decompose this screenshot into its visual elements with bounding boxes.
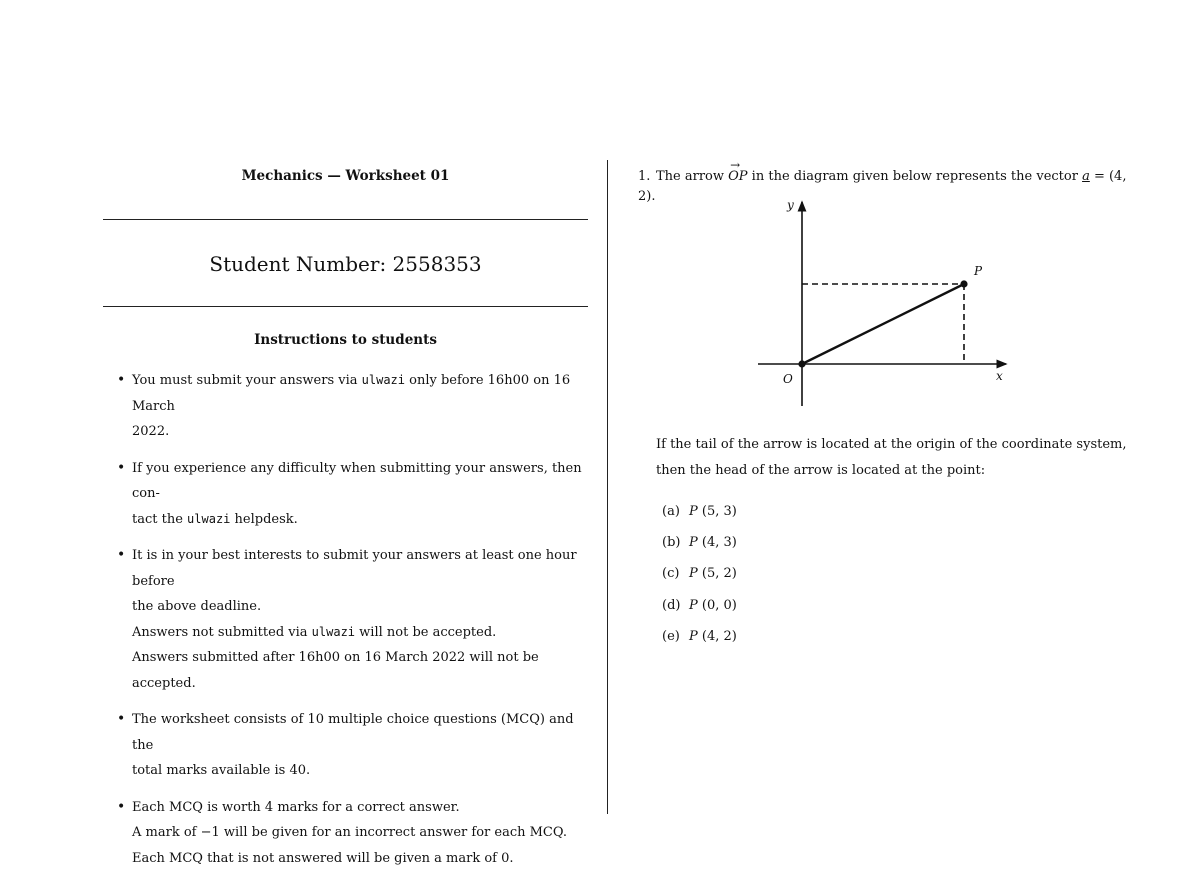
vector-op: → OP xyxy=(728,167,747,187)
option-coords: (4, 3) xyxy=(701,535,737,551)
option-coords: (4, 2) xyxy=(701,628,737,644)
point-p-label: P xyxy=(974,264,983,278)
option-coords: (5, 2) xyxy=(701,566,737,582)
instruction-text: A mark of −1 will be given for an incorrect answer for each MCQ. xyxy=(132,825,568,840)
instruction-text: helpdesk. xyxy=(230,511,298,527)
right-column xyxy=(638,160,1128,644)
option-point: P xyxy=(689,504,698,519)
instruction-line xyxy=(132,758,588,784)
instruction-text: Each MCQ that is not answered will be given a mark of 0. xyxy=(132,850,514,866)
instruction-text: Answers submitted after 16h00 on 16 March 2022 will not be accepted. xyxy=(132,650,539,691)
option-coords: (0, 0) xyxy=(701,597,737,613)
y-axis-label: y xyxy=(787,198,794,212)
option-point: P xyxy=(689,566,698,582)
instruction-line xyxy=(132,594,588,620)
instruction-line xyxy=(132,620,588,646)
option-b[interactable] xyxy=(662,527,737,558)
instruction-text: You must submit your answers via xyxy=(132,373,362,388)
left-column xyxy=(103,160,588,866)
instruction-item xyxy=(117,456,588,533)
option-label: (b) xyxy=(662,535,681,551)
question-number: 1. xyxy=(638,169,651,184)
instruction-text: Answers not submitted via xyxy=(132,624,312,640)
system-name: ulwazi xyxy=(187,511,231,526)
instructions-list xyxy=(117,368,588,882)
instruction-line xyxy=(132,795,588,821)
instruction-line xyxy=(132,419,588,445)
instruction-text: 2022. xyxy=(132,424,170,439)
option-point: P xyxy=(689,628,698,644)
option-c[interactable] xyxy=(662,558,737,589)
instruction-text: total marks available is 40. xyxy=(132,763,311,778)
origin-point xyxy=(798,360,805,367)
instruction-line xyxy=(132,645,588,696)
instruction-text: If you experience any difficulty when submitting your answers, then con- xyxy=(132,460,582,501)
instruction-line xyxy=(132,368,588,419)
instruction-text: only before 16h00 on 16 March xyxy=(132,373,571,414)
option-point: P xyxy=(689,535,698,551)
paragraph-line-1: If the tail of the arrow is located at the origin of the coordinate system, xyxy=(656,437,1127,452)
system-name: ulwazi xyxy=(311,624,356,639)
instruction-line xyxy=(132,820,588,846)
instruction-text: tact the xyxy=(132,511,188,527)
vector-diagram xyxy=(758,198,1014,410)
instruction-text: It is in your best interests to submit your answers at least one hour before xyxy=(132,548,577,589)
option-a[interactable] xyxy=(662,496,737,527)
option-label: (d) xyxy=(662,597,681,613)
point-p xyxy=(960,280,967,287)
vector-a: a xyxy=(1082,169,1090,184)
option-label: (e) xyxy=(662,628,680,644)
answer-options xyxy=(662,496,737,652)
bottom-rule xyxy=(103,306,588,307)
question-paragraph xyxy=(656,432,1128,483)
instruction-item xyxy=(117,368,588,445)
instruction-item xyxy=(117,795,588,872)
question-text-middle: in the diagram given below represents the vector xyxy=(747,169,1083,184)
question-text-before: The arrow xyxy=(656,169,729,184)
page-title: Mechanics — Worksheet 01 xyxy=(241,168,450,184)
option-e[interactable] xyxy=(662,621,737,652)
top-rule xyxy=(103,219,588,220)
instruction-line xyxy=(132,456,588,507)
instructions-title: Instructions to students xyxy=(254,332,437,348)
system-name: ulwazi xyxy=(361,373,405,387)
option-d[interactable] xyxy=(662,590,737,621)
question-text-after: = (4, 2). xyxy=(638,169,1127,204)
instruction-text: Each MCQ is worth 4 marks for a correct answer. xyxy=(132,799,460,815)
student-number: Student Number: 2558353 xyxy=(209,252,482,276)
instruction-line xyxy=(132,707,588,758)
instruction-text: The worksheet consists of 10 multiple choice questions (MCQ) and the xyxy=(132,712,574,753)
instruction-item xyxy=(117,543,588,696)
instruction-text: will not be accepted. xyxy=(355,624,497,640)
instruction-line xyxy=(132,507,588,533)
option-label: (c) xyxy=(662,566,680,582)
instruction-line xyxy=(132,846,588,872)
origin-label: O xyxy=(783,372,793,386)
instruction-item xyxy=(117,707,588,784)
vector-op-arrow xyxy=(802,284,964,364)
instruction-line xyxy=(132,543,588,594)
instruction-text: the above deadline. xyxy=(132,599,262,614)
option-label: (a) xyxy=(662,504,680,519)
x-axis-label: x xyxy=(996,369,1003,383)
option-point: P xyxy=(689,597,698,613)
paragraph-line-2: then the head of the arrow is located at the point: xyxy=(656,462,986,478)
column-divider xyxy=(607,160,608,814)
option-coords: (5, 3) xyxy=(701,504,737,519)
